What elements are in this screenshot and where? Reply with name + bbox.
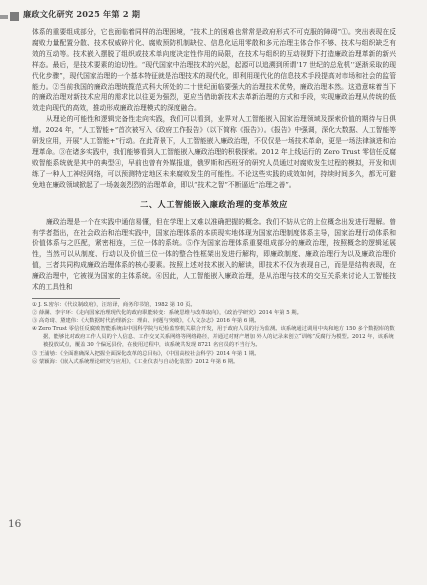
header-decoration-bar — [0, 15, 8, 19]
footnote: ① J. S.密尔：《代议制政府》，汪瑄译，商务印书馆，1982 第 10 页。 — [32, 301, 196, 308]
header-decoration-square — [10, 12, 19, 21]
page-number: 16 — [8, 518, 22, 530]
journal-title: 廉政文化研究 2025 年第 2 期 — [23, 9, 141, 19]
body-paragraph: 廉政治理是一个在实践中通信易懂，但在学理上又难以准确把握的概念。我们不妨从它的上位概念出发进行理解。曾有学者指出，在社会政治和治理实践中，国家治理体系的本质现实地体现为国家治理制度体系主导，国家治理行动体系和价值体系与之匹配，紧密相连，三位一体的系统。⑤作为国家治理体系重要组成部分的廉政治理，按照概念的逻辑延展性，当然可以从制度、行动以及价值三位一体的整合性框架出发进行解构，即廉政制度、廉政治理行为以及廉政治理价值，三者共同构成廉政治理体系的核心要素。按照上述对技术嵌入的解读，即技术不仅为表现自己，而是是结构表现，在廉政治理中，它被视为国家的主体系统。⑥因此，人工智能嵌入廉政治理，是从治理与技术的交互关系来讨论人工智能技术的工具性和 — [32, 217, 396, 292]
footnote: ⑤ 王浦劬：《全面准确深入把握全面深化改革的总目标》，《中国高校社会科学》2014 年第 1 期。 — [32, 350, 260, 357]
running-header — [0, 8, 427, 26]
footnote: ④ Zero Trust 零信任反腐败智能系统由中国科学院与纪检监察机关联合开发，用于政府人员的行为监测。该系统通过调用中央和地方 150 多个数据库的数据，能够比对政府工作人员的个人信息、工作交叉关系网络等网络路径，并通过对财产增加 外人的记录来创立“训练”反腐行为模型。2012 年，该系统被投放试点，覆盖 30 个偏远县份，在使用过程中，该系统共发现 8721 名官员的不当行为。 — [32, 326, 395, 349]
section-heading: 二、人工智能嵌入廉政治理的变革效应 — [140, 198, 288, 209]
footnote: ③ 高奇琦、黛建伟：《大数据时代治理新公：理由、问题与突破》，《人文杂志》2016 年第 6 期。 — [32, 318, 260, 325]
footnote: ② 薛澜、李宇环：《走向国家治理现代化的政府职能转变：系统思维与改革取向》，《政治学研究》2014 年第 5 期。 — [32, 310, 302, 317]
footnote-divider — [32, 298, 120, 299]
article-body — [32, 27, 396, 366]
footnote: ⑥ 蒙颖海：《嵌入式系统理论研究与应用》，《工业仪表与自动化装置》2012 年第 6 期。 — [32, 358, 239, 365]
body-paragraph: 从理论的可能性和逻辑完备性走向实践，我们可以看到，业界对人工智能嵌入国家治理领域及探索价值的期待与日俱增。2024 年，“人工智能+”首次被写入《政府工作报告》（以下简称《报告》）。《报告》中强调，深化大数据、人工智能等研发应用，开展“人工智能+”行动。在此背景下，人工智能嵌入廉政治理，不仅仅是一场技术革命，更是一场法律演进和治理革命。③在诸多实践中，我们能够看到人工智能嵌入廉政治理的积极探索。2012 年上线运行的 Zero Trust 零信任反腐败智能系统就是其中的典型④，早前也曾有外媒报道，俄罗斯和西班牙的研究人员通过对腐败发生过程的模拟，开发和训练了一种人工神经网络，可以预测特定地区未来腐败发生的可能性。不论这些实践的成效如何，持续时间多久，都无可避免地在廉政领域掀起了一场轰轰烈烈的治理革命，即以“技术之智”不断逼近“治理之善”。 — [32, 115, 396, 189]
body-paragraph: 体系的重要组成部分，它也面临着同样的治理困境，“技术上的困难也常常是政府形式不可克服的障碍”①。突出表现在反腐败力量配置分散、技术权威碎片化、腐败预防机制缺位、信息化运用零散和多元治理主体合作不够、技术与组织缺乏有效的互动等。技术嵌入摆脱了组织或技术单向度决定性作用的局限，在技术与组织的互动视野下打造廉政治理革新的新兴样态。最后，是技术要素的迫切性。“现代国家中治理技术的兴起，起源可以追溯到所谓‘17 世纪的总危机’’逐渐采取的现代化步骤”，现代国家治理的一个基本特征就是治理技术的现代化，即利用现代化的信息技术手段提高对市场和社会的监管能力。②当前我国的廉政治理统揽范式科大所处的二十世纪面临要强大的治理技术优势，廉政治理本然。这造意味着当下的廉政治理对新技术应用的需求比以往更为强烈，更应当借助新技术去革新治理的方式和手段，实现廉政治理从传统的低效走向现代的高效，推动形成廉政治理模式的深度融合。 — [32, 28, 396, 113]
